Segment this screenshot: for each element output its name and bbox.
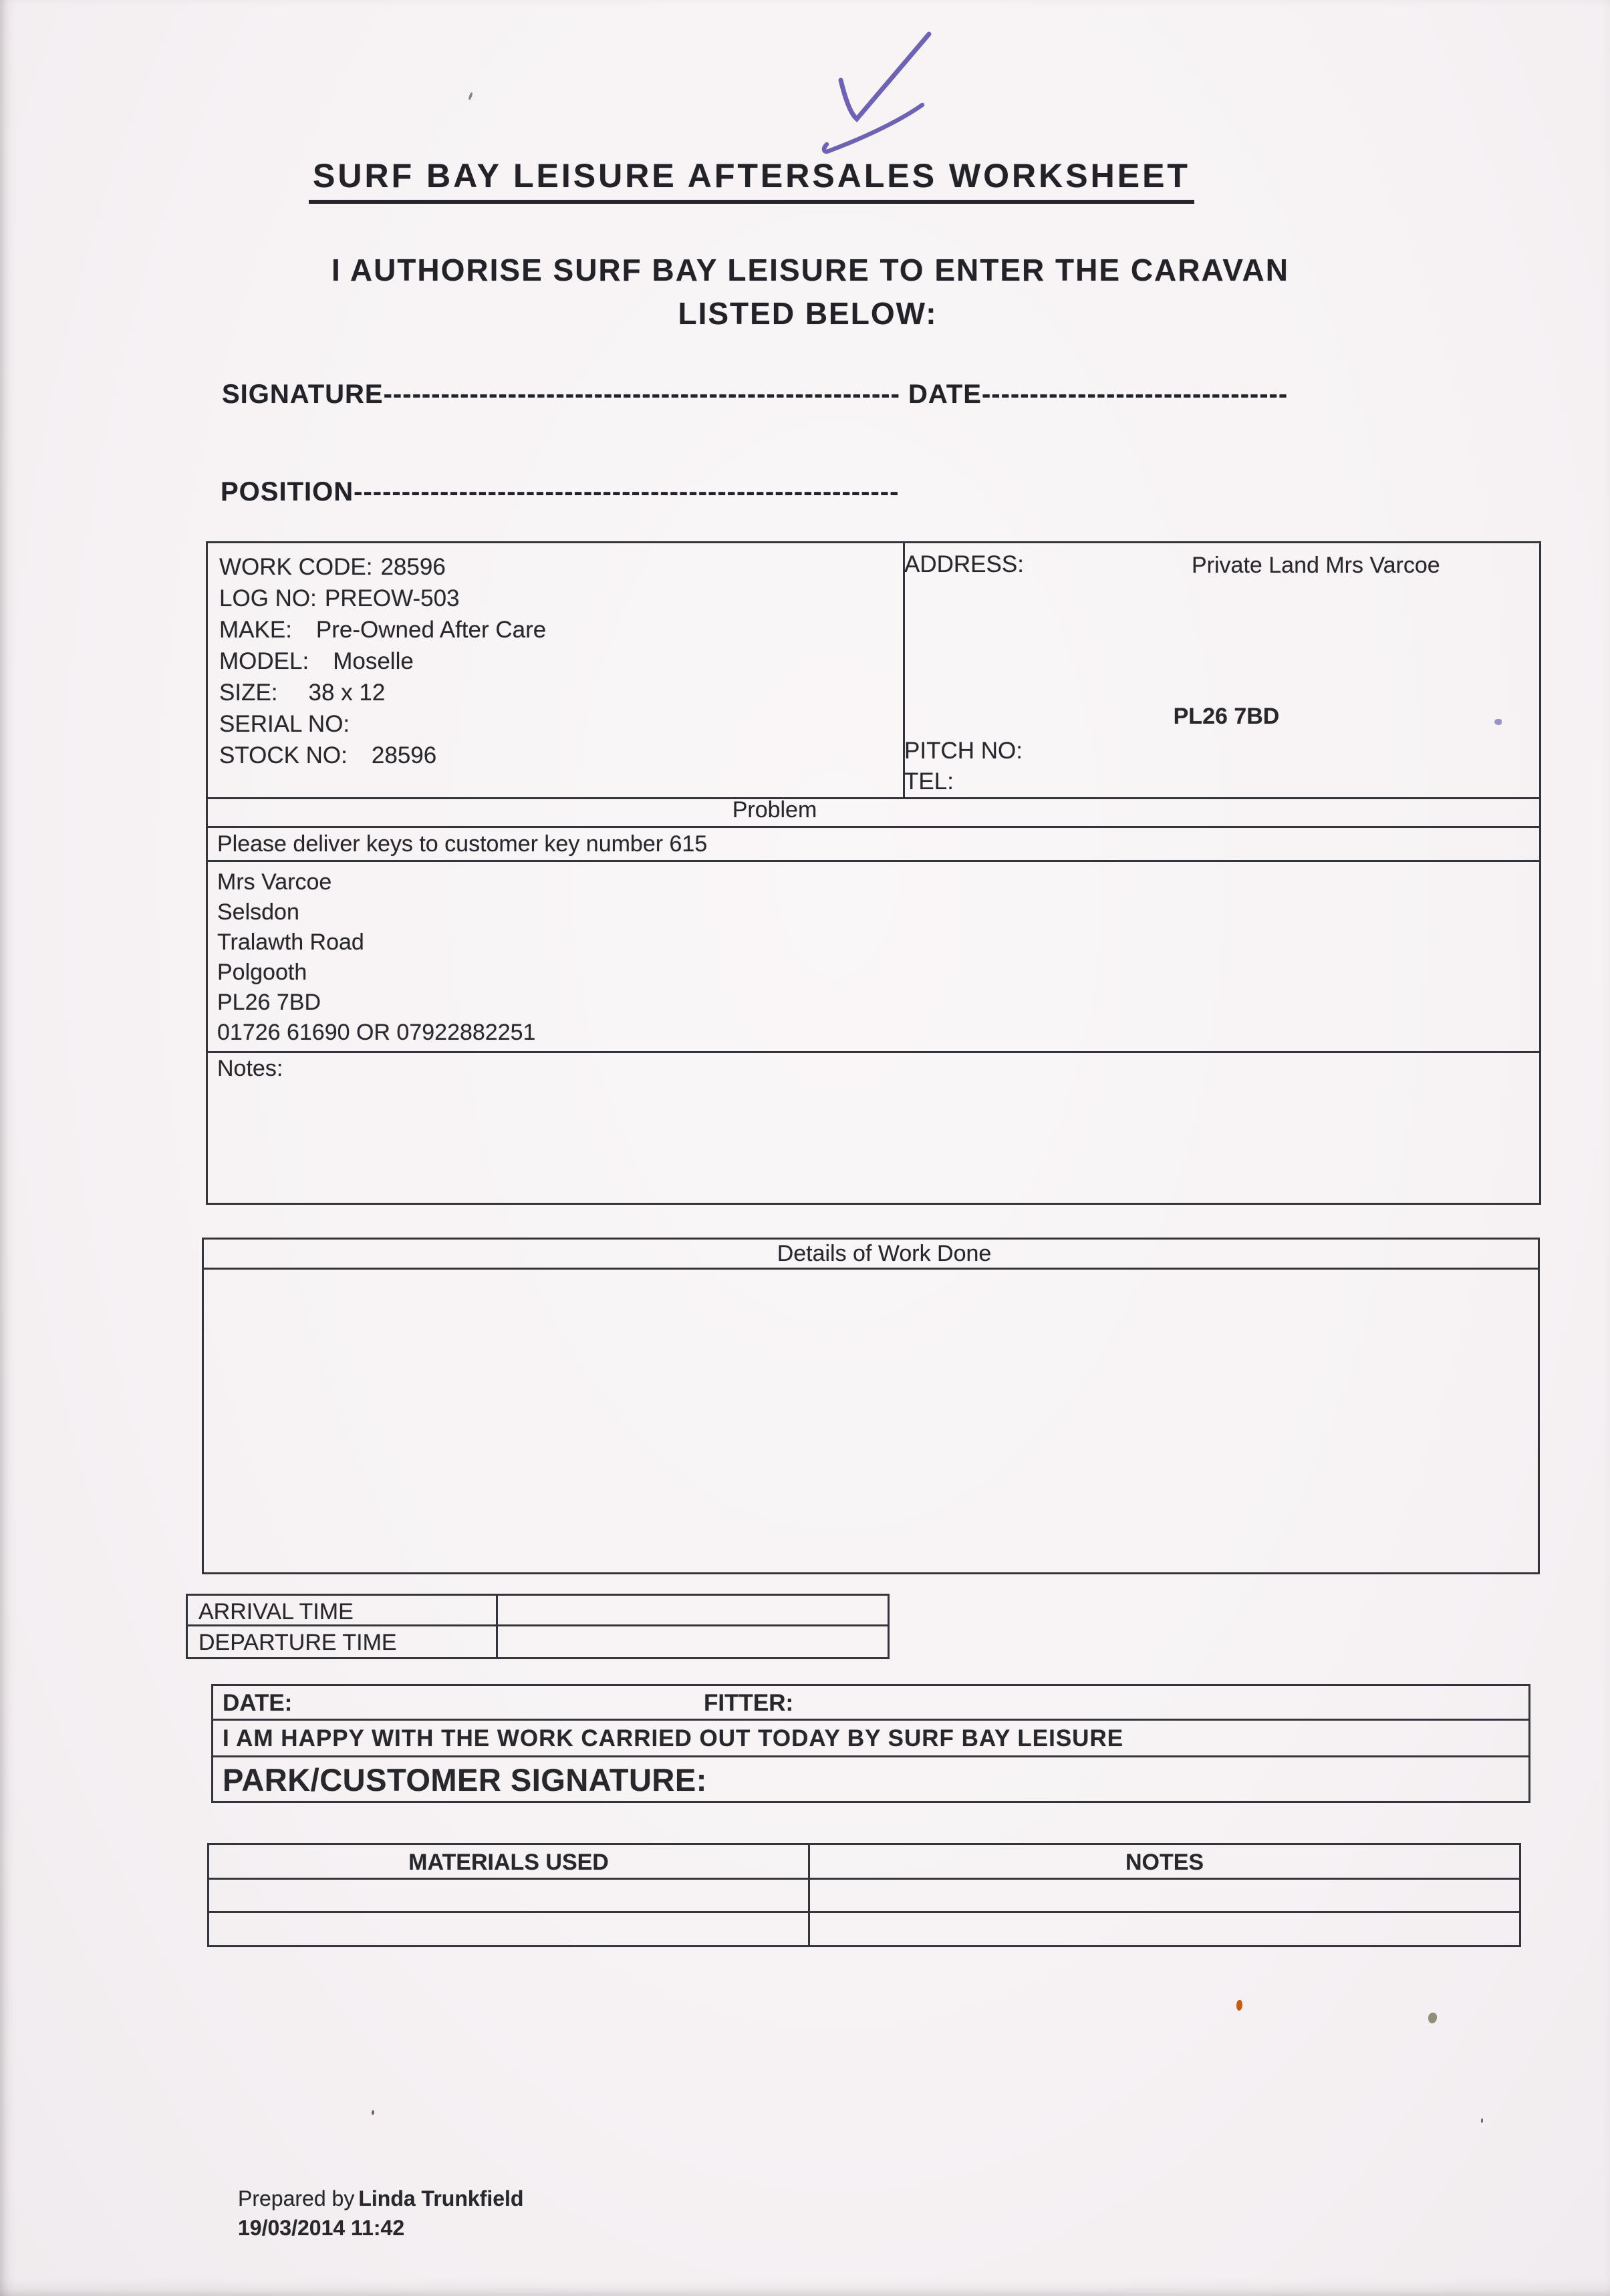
handwritten-checkmark-icon — [811, 27, 938, 160]
postcode-value: PL26 7BD — [1173, 704, 1280, 729]
signoff-box — [211, 1684, 1530, 1803]
size-row — [219, 677, 903, 708]
signature-label: SIGNATURE — [222, 380, 384, 409]
problem-box — [206, 826, 1541, 1205]
customer-address-line: Polgooth — [217, 960, 307, 985]
problem-header-text: Problem — [732, 797, 817, 823]
paper-speck — [372, 2110, 374, 2115]
fitter-label: FITTER: — [704, 1690, 794, 1716]
model-label: MODEL: — [219, 648, 309, 674]
customer-address-line: Selsdon — [217, 899, 299, 925]
address-label: ADDRESS: — [904, 551, 1024, 577]
size-label: SIZE: — [219, 680, 278, 706]
paper-speck — [1428, 2013, 1437, 2023]
customer-signature-row — [213, 1757, 1528, 1801]
prepared-by-line — [238, 2186, 523, 2211]
customer-phone: 01726 61690 OR 07922882251 — [217, 1020, 536, 1045]
customer-address-line: Tralawth Road — [217, 929, 364, 955]
date-dash-rule: -------------------------------- — [981, 380, 1289, 409]
log-no-label: LOG NO: — [219, 585, 317, 611]
work-code-value: 28596 — [380, 554, 446, 580]
paper-speck — [1481, 2118, 1483, 2123]
pitch-no-label: PITCH NO: — [904, 738, 1023, 764]
work-done-box — [202, 1238, 1540, 1574]
materials-notes-header: NOTES — [1125, 1850, 1204, 1875]
materials-table — [207, 1843, 1521, 1947]
paper-speck — [468, 92, 473, 101]
page-title — [0, 156, 1610, 204]
problem-request-row — [208, 826, 1539, 862]
problem-request-text: Please deliver keys to customer key number 615 — [217, 831, 708, 857]
date-label: DATE — [900, 380, 982, 409]
prepared-timestamp: 19/03/2014 11:42 — [238, 2216, 405, 2240]
times-column-divider — [496, 1596, 498, 1657]
signoff-date-label: DATE: — [223, 1690, 293, 1716]
work-done-header-row — [204, 1240, 1538, 1270]
make-value: Pre-Owned After Care — [315, 617, 547, 643]
departure-time-label: DEPARTURE TIME — [198, 1630, 397, 1655]
date-fitter-row — [213, 1686, 1528, 1721]
stock-no-value: 28596 — [371, 742, 437, 768]
materials-used-header: MATERIALS USED — [408, 1850, 609, 1875]
position-dash-rule: --------------------------------------------------------- — [354, 477, 900, 507]
customer-postcode: PL26 7BD — [217, 990, 321, 1015]
prepared-by-name: Linda Trunkfield — [358, 2186, 524, 2210]
position-label: POSITION — [221, 477, 354, 507]
signature-date-line — [222, 380, 1288, 410]
problem-section-header — [206, 795, 1541, 828]
materials-row-divider — [209, 1911, 1519, 1913]
stock-no-row — [219, 740, 903, 771]
park-customer-signature-label: PARK/CUSTOMER SIGNATURE: — [223, 1762, 707, 1798]
make-label: MAKE: — [219, 617, 292, 643]
authorisation-line-2: LISTED BELOW: — [678, 296, 938, 331]
log-no-value: PREOW-503 — [324, 585, 460, 611]
serial-no-row — [219, 708, 903, 740]
customer-address-block — [208, 862, 1539, 1053]
address-column — [894, 543, 1539, 797]
authorisation-line-1: I AUTHORISE SURF BAY LEISURE TO ENTER THE CARAVAN — [331, 253, 1289, 287]
work-code-label: WORK CODE: — [219, 554, 373, 580]
caravan-info-box — [206, 541, 1541, 799]
paper-speck — [1236, 2000, 1242, 2011]
customer-name: Mrs Varcoe — [217, 869, 332, 895]
position-line — [221, 477, 899, 507]
satisfaction-row — [213, 1721, 1528, 1757]
notes-label: Notes: — [217, 1056, 283, 1081]
serial-no-label: SERIAL NO: — [219, 711, 350, 737]
ink-speck — [1494, 719, 1502, 725]
arrival-time-label: ARRIVAL TIME — [198, 1599, 354, 1624]
caravan-details-column — [208, 543, 905, 797]
prepared-by-prefix: Prepared by — [238, 2186, 355, 2210]
make-row — [219, 614, 903, 645]
satisfaction-statement: I AM HAPPY WITH THE WORK CARRIED OUT TODAY BY SURF BAY LEISURE — [223, 1725, 1124, 1751]
stock-no-label: STOCK NO: — [219, 742, 348, 768]
materials-header-divider — [209, 1878, 1519, 1880]
work-code-row — [219, 551, 903, 583]
model-value: Moselle — [333, 648, 414, 674]
signature-dash-rule: ------------------------------------------------------ — [383, 380, 900, 409]
size-value: 38 x 12 — [308, 680, 386, 706]
model-row — [219, 645, 903, 677]
tel-label: TEL: — [904, 768, 954, 795]
page-title-text: SURF BAY LEISURE AFTERSALES WORKSHEET — [309, 156, 1194, 204]
work-done-header-text: Details of Work Done — [777, 1241, 992, 1266]
address-value: Private Land Mrs Varcoe — [1192, 553, 1440, 578]
times-table — [186, 1594, 890, 1659]
log-no-row — [219, 583, 903, 614]
